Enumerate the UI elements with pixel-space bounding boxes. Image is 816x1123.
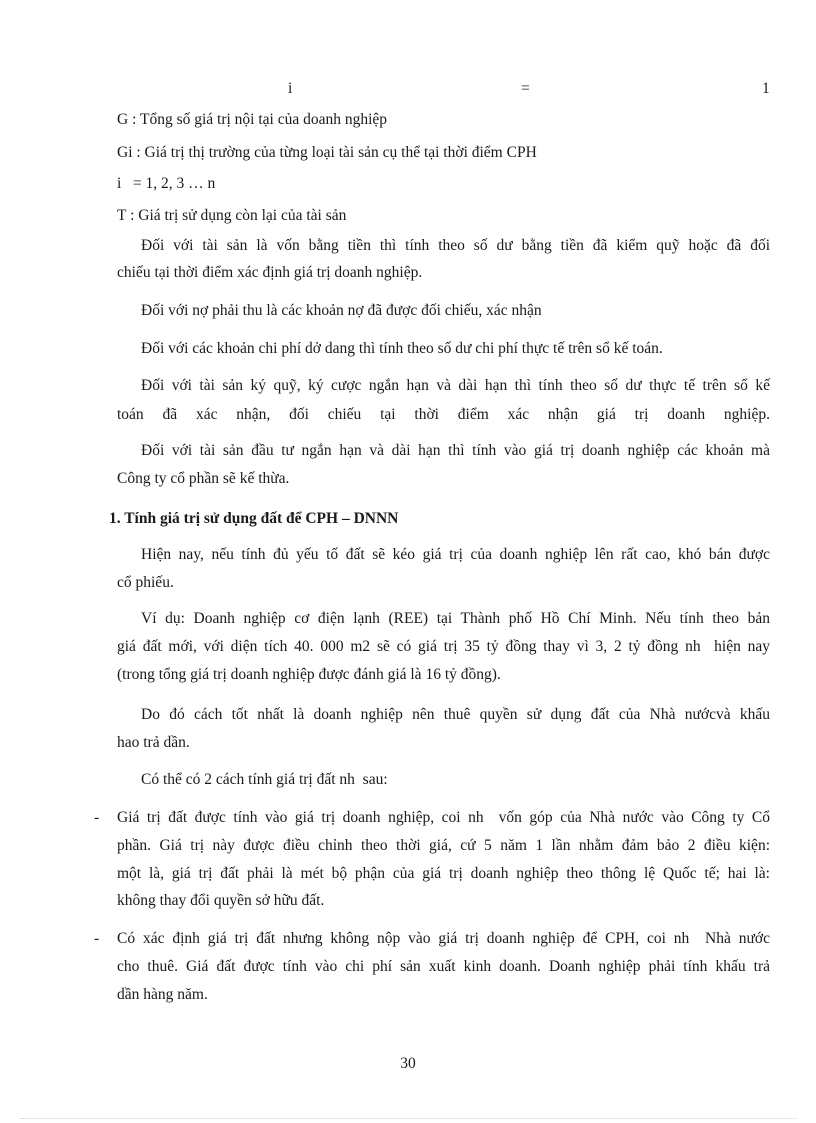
page-bottom-divider (20, 1118, 796, 1119)
paragraph-line: Đối với các khoản chi phí dở dang thì tính theo số dư chi phí thực tế trên sổ kế toán. (141, 340, 663, 357)
definition-line: Gi : Giá trị thị trường của từng loại tài sản cụ thể tại thời điểm CPH (117, 144, 537, 161)
definition-line: G : Tổng số giá trị nội tại của doanh nghiệp (117, 111, 388, 128)
paragraph-line: giá đất mới, với diện tích 40. 000 m2 sẽ có giá trị 35 tỷ đồng thay vì 3, 2 tỷ đồng nh hiện nay (117, 638, 770, 655)
bullet-line: không thay đổi quyền sở hữu đất. (117, 892, 325, 909)
formula-index: i (288, 80, 293, 97)
paragraph-line: Đối với tài sản là vốn bằng tiền thì tính theo số dư bằng tiền đã kiểm quỹ hoặc đã đối (141, 237, 770, 254)
definition-line: i = 1, 2, 3 … n (117, 175, 216, 192)
bullet-dash: - (94, 809, 100, 826)
paragraph-line: toán đã xác nhận, đối chiếu tại thời điểm xác nhận giá trị doanh nghiệp. (117, 406, 770, 423)
formula-equals: = (521, 80, 530, 97)
paragraph-line: Có thể có 2 cách tính giá trị đất nh sau: (141, 771, 388, 788)
paragraph-line: Công ty cổ phần sẽ kế thừa. (117, 470, 290, 487)
bullet-line: cho thuê. Giá đất được tính vào chi phí sản xuất kinh doanh. Doanh nghiệp phải tính khấu trả (117, 958, 770, 975)
bullet-line: dần hàng năm. (117, 986, 208, 1003)
paragraph-line: Hiện nay, nếu tính đủ yếu tố đất sẽ kéo giá trị của doanh nghiệp lên rất cao, khó bán được (141, 546, 770, 563)
page-number: 30 (400, 1055, 416, 1072)
paragraph-line: (trong tổng giá trị doanh nghiệp được đánh giá là 16 tỷ đồng). (117, 666, 501, 683)
paragraph-line: chiếu tại thời điểm xác định giá trị doanh nghiệp. (117, 264, 423, 281)
paragraph-line: Do đó cách tốt nhất là doanh nghiệp nên thuê quyền sử dụng đất của Nhà nướcvà khấu (141, 706, 770, 723)
bullet-line: Có xác định giá trị đất nhưng không nộp vào giá trị doanh nghiệp để CPH, coi nh Nhà nước (117, 930, 770, 947)
paragraph-line: Đối với tài sản đầu tư ngắn hạn và dài hạn thì tính vào giá trị doanh nghiệp các khoản mà (141, 442, 770, 459)
definition-line: T : Giá trị sử dụng còn lại của tài sản (117, 207, 347, 224)
paragraph-line: Đối với nợ phải thu là các khoản nợ đã được đối chiếu, xác nhận (141, 302, 542, 319)
bullet-line: một là, giá trị đất phải là mét bộ phận của giá trị doanh nghiệp theo thông lệ Quốc tế; hai là: (117, 865, 770, 882)
bullet-line: phần. Giá trị này được điều chỉnh theo thời giá, cứ 5 năm 1 lần nhằm đảm bảo 2 điều kiện: (117, 837, 770, 854)
paragraph-line: Ví dụ: Doanh nghiệp cơ điện lạnh (REE) tại Thành phố Hồ Chí Minh. Nếu tính theo bản (141, 610, 770, 627)
paragraph-line: cổ phiếu. (117, 574, 174, 591)
formula-value: 1 (762, 80, 770, 97)
bullet-line: Giá trị đất được tính vào giá trị doanh nghiệp, coi nh vốn góp của Nhà nước vào Công ty Cổ (117, 809, 770, 826)
paragraph-line: Đối với tài sản ký quỹ, ký cược ngắn hạn và dài hạn thì tính theo số dư thực tế trên sổ kế (141, 377, 770, 394)
section-heading: 1. Tính giá trị sử dụng đất để CPH – DNNN (109, 510, 399, 527)
bullet-dash: - (94, 930, 100, 947)
paragraph-line: hao trả dần. (117, 734, 190, 751)
